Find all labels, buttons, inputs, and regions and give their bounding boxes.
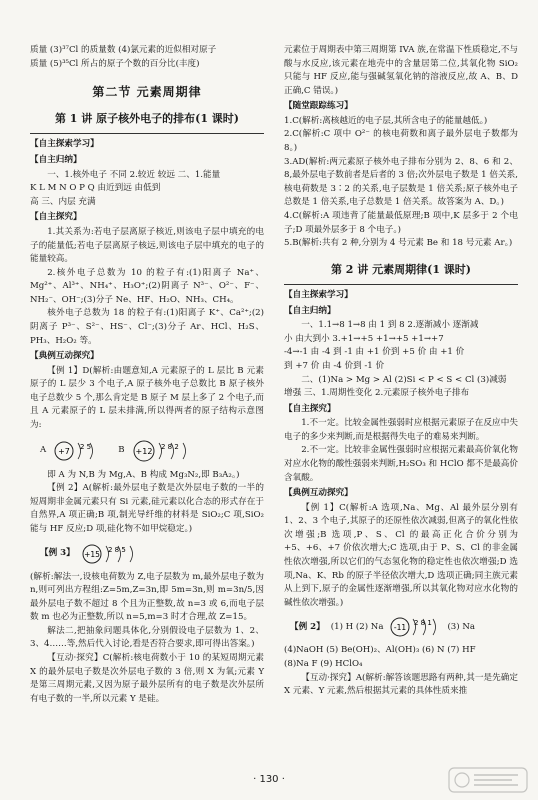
watermark-logo — [448, 766, 528, 794]
section-title: 第二节 元素周期律 — [92, 85, 202, 100]
summary-line: 高 三、内层 充满 — [30, 196, 96, 207]
summary-line: K L M N O P Q 由近到远 由低到 — [30, 183, 161, 194]
example-2-line-3: (8)Na F (9) HClO₄ — [284, 658, 363, 669]
lecture-2-title: 第 2 讲 元素周期律(1 课时) — [330, 262, 472, 276]
example-2-item: (3) Na — [447, 621, 476, 632]
atom-a-core: +7 — [58, 446, 71, 456]
summary-line: 到 +7 价 由 -4 价到 -1 价 — [284, 360, 385, 371]
interact-explore-right: 【互动·探究】A(解析:解答该题思路有两种,其一是先确定 X 元素、Y 元素,然后根据其元素的具体性质来推 — [284, 672, 518, 697]
example-2-label: 【例 2】 — [290, 621, 325, 632]
example-2-item: (1) H (2) Na — [330, 621, 384, 632]
example-2-atom — [389, 616, 441, 638]
interact-explore-left: 【互动·探究】C(解析:核电荷数小于 10 的某短周期元素 X 的最外层电子数是次外层电子数的 3 倍,则 X 为氧;元素 Y 是第三周期元素,又因为原子最外层所有的电子数是次外层所有电子数的一半,所以元素 Y 是硅。 — [30, 652, 264, 704]
summary-line: 小 由大到小 3.+1→+5 +1→+5 +1→+7 — [284, 333, 444, 344]
example-3-method-2: 解法二,把抽象问题具体化,分别假设电子层数为 1、2、3、4……等,然后代入讨论,看是否符合要求,即可得出答案。) — [30, 625, 264, 650]
example-3-header — [40, 543, 264, 565]
explore-para: 1.其关系为:若电子层离原子核近,则该电子层中填充的电子的能量低;若电子层离原子核远,则该电子层中填充的电子的能量较高。 — [30, 226, 264, 265]
explore-para: 2.不一定。比较非金属性强弱时应根据元素最高价氧化物对应水化物的酸性强弱来判断,H₂SO₃ 和 HClO 都不是最高价含氧酸。 — [284, 445, 518, 483]
atom-a-shells: 2 5 — [80, 442, 92, 451]
right-top-para: 元素位于周期表中第三周期第 IVA 族,在常温下性质稳定,不与酸与水反应,该元素在地壳中的含量居第二位,其氧化物 SiO₂ 只能与 HF 反应,能与强碱氢氧化钠的溶液反应,故 A、B、D 正确,C 错误。) — [284, 45, 518, 96]
atom-b-diagram — [131, 439, 203, 463]
tag-self-study: 【自主探索学习】 — [30, 139, 99, 150]
example-3-label: 【例 3】 — [40, 547, 75, 558]
example-1-conclusion: 即 A 为 N,B 为 Mg,A、B 构成 Mg₃N₂,即 B₃A₂。) — [47, 469, 240, 480]
tag-typical: 【典例互动探究】 — [30, 351, 99, 362]
summary-line: 二、(1)Na > Mg > Al (2)Si < P < S < Cl (3)减弱 — [301, 374, 507, 385]
example-2-line-2: (4)NaOH (5) Be(OH)₂、Al(OH)₃ (6) N (7) HF — [284, 645, 476, 656]
practice-item: 3.AD(解析:两元素原子核外电子排布分别为 2、8、6 和 2、8,最外层电子数前者是后者的 3 倍;次外层电子数是 1 倍关系,核电荷数是 3∶2 的关系,电子层数是 1 倍关系;原子核外电子总数是 1 倍关系,电子总数是 1 倍关系。故答案为 A、D。) — [284, 156, 518, 208]
atom-b-label: B — [118, 444, 125, 455]
left-top-line-2: 质量 (5)³⁵Cl 所占的原子个数的百分比(丰度) — [30, 58, 200, 69]
explore-para: 2.核外电子总数为 10 的粒子有:(1)阳离子 Na⁺、Mg²⁺、Al³⁺、NH₄⁺、H₃O⁺;(2)阴离子 N³⁻、O²⁻、F⁻、NH₂⁻、OH⁻;(3)分子 Ne、HF、H₂O、NH₃、CH₄。 — [30, 267, 264, 305]
left-top-line-1: 质量 (3)³⁷Cl 的质量数 (4)氯元素的近似相对原子 — [30, 45, 217, 55]
summary-line: 一、1.1→8 1→8 由 1 到 8 2.逐渐减小 逐渐减 — [301, 320, 479, 331]
tag-self-summary: 【自主归纳】 — [284, 305, 336, 316]
practice-item: 4.C(解析:A 项违背了能量最低原理;B 项中,K 层多于 2 个电子;D 项最外层多于 8 个电子。) — [284, 210, 518, 235]
example-2-header — [290, 616, 518, 638]
example-3-text: (解析:解法一,设核电荷数为 Z,电子层数为 m,最外层电子数为 n,则可列出方程组:Z=5m,Z=3n,即 5m=3n,则 m=3n/5,因最外层电子数不超过 8 个且为正整数,故 n=3 或 6,而电子层数 m 也必为正整数,所以 n=5,m=3 时才合理,故 Z=15。 — [30, 571, 264, 623]
tag-self-explore: 【自主探究】 — [30, 212, 82, 223]
explore-para: 1.不一定。比较金属性强弱时应根据元素原子在反应中失电子的多少来判断,而是根据得失电子的难易来判断。 — [284, 418, 518, 442]
example-2-shells: 2 8 1 — [414, 619, 433, 628]
summary-line: 增强 三、1.周期性变化 2.元素原子核外电子排布 — [284, 388, 470, 399]
atom-a-label: A — [40, 444, 47, 455]
atom-a-diagram — [52, 439, 112, 463]
practice-item: 1.C(解析:离核越近的电子层,其所含电子的能量越低。) — [284, 115, 488, 126]
right-column — [284, 44, 518, 699]
explore-para: 核外电子总数为 18 的粒子有:(1)阳离子 K⁺、Ca²⁺;(2)阴离子 P³⁻、S²⁻、HS⁻、Cl⁻;(3)分子 Ar、HCl、H₂S、PH₃、H₂O₂ 等。 — [30, 308, 264, 346]
tag-self-study: 【自主探索学习】 — [284, 290, 353, 301]
practice-item: 2.C(解析:C 项中 O²⁻ 的核电荷数和离子最外层电子数都为 8。) — [284, 129, 518, 154]
summary-line: -4→-1 由 -4 到 -1 由 +1 价到 +5 价 由 +1 价 — [284, 347, 465, 358]
divider — [284, 284, 518, 285]
example-1-text: 【例 1】D(解析:由题意知,A 元素原子的 L 层比 B 元素原子的 L 层少 3 个电子,A 原子核外电子总数比 B 原子核外电子总数少 5 个,那么肯定是 B 原子 M 层上多了 2 个电子,而且 A 元素原子的 L 层未排满,所以得两者的原子结构示意图为: — [30, 365, 264, 431]
practice-item: 5.B(解析:共有 2 种,分别为 4 号元素 Be 和 18 号元素 Ar。) — [284, 238, 513, 249]
atom-diagrams — [40, 439, 264, 463]
atom-b-core: +12 — [135, 446, 152, 456]
tag-self-summary: 【自主归纳】 — [30, 155, 82, 166]
tag-self-explore: 【自主探究】 — [284, 403, 336, 414]
atom-b-shells: 2 8 2 — [160, 442, 179, 451]
left-column — [30, 44, 264, 706]
page-number: · 130 · — [253, 774, 285, 785]
example-3-core: +15 — [83, 549, 100, 559]
tag-practice: 【随堂跟踪练习】 — [284, 101, 353, 112]
example-2-text: 【例 2】A(解析:最外层电子数是次外层电子数的一半的短周期非金属元素只有 Si 元素,硅元素以化合态的形式存在于自然界,A 项正确;B 项,制光导纤维的材料是 SiO₂;C 项,SiO₂ 能与 HF 反应;D 项,硅化物不如甲烷稳定。) — [30, 483, 264, 534]
example-1-text: 【例 1】C(解析:A 选项,Na、Mg、Al 最外层分别有 1、2、3 个电子,其原子的还原性依次减弱,但离子的氧化性依次增强;B 选项,P、S、Cl 的最高正化合价分别为 +5、+6、+7 价依次增大;C 选项,由于 P、S、Cl 的非金属性依次增强,所以它们的气态氢化物的稳定性也依次增强;D 选项,Na、K、Rb 的原子半径依次增大,D 选项正确;同主族元素从上到下,原子的金属性逐渐增强,所以其氧化物对应水化物的碱性依次增强。) — [284, 502, 518, 608]
divider — [30, 133, 264, 134]
lecture-1-title: 第 1 讲 原子核外电子的排布(1 课时) — [54, 112, 240, 126]
example-3-atom — [81, 543, 143, 565]
example-2-core: -11 — [394, 623, 407, 633]
example-3-shells: 2 8 5 — [107, 545, 126, 554]
summary-line: 一、1.核外电子 不同 2.较近 较远 二、1.能量 — [47, 169, 221, 180]
tag-typical: 【典例互动探究】 — [284, 488, 353, 499]
